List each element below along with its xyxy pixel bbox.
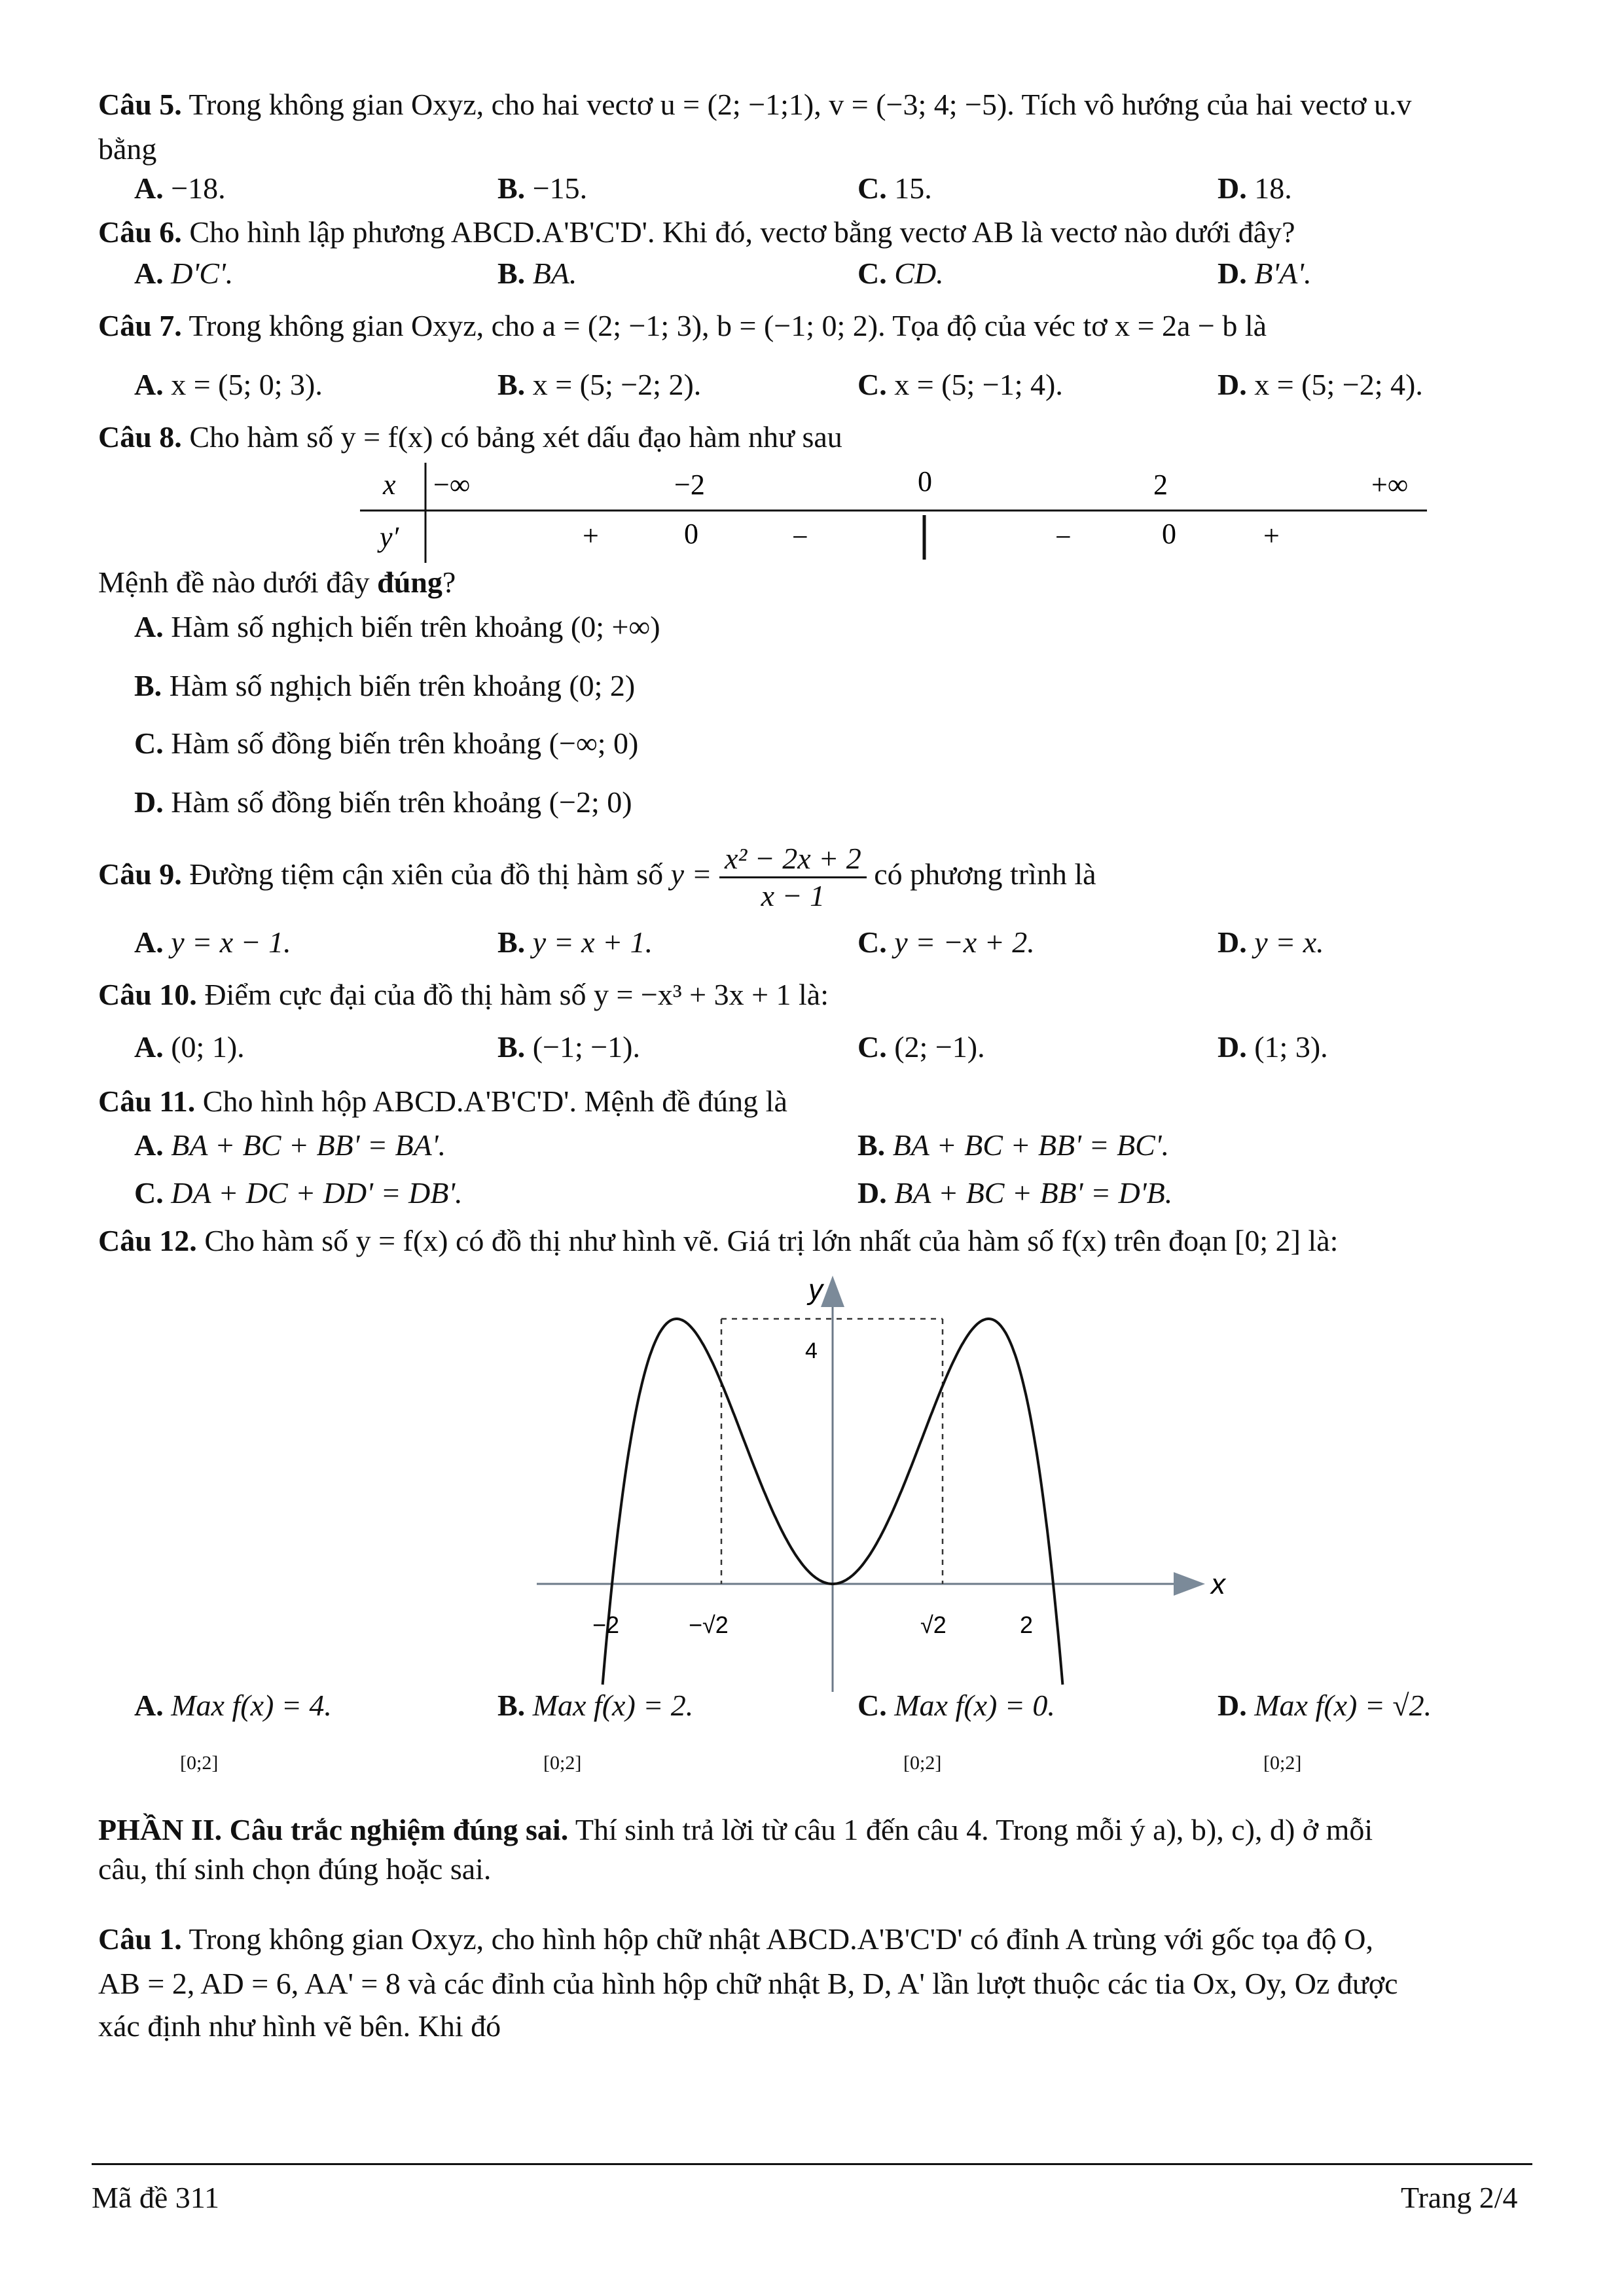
q6-line (98, 214, 1295, 251)
y-axis-label: y (808, 1274, 823, 1306)
q5-line2: bằng (98, 132, 157, 166)
q8-option-a: A. Hàm số nghịch biến trên khoảng (0; +∞) (134, 610, 660, 643)
p2q1-line3: xác định như hình vẽ bên. Khi đó (98, 2009, 501, 2043)
q5-option-b: B. −15. (497, 171, 588, 205)
sign-table-x-2: 2 (1153, 469, 1168, 501)
q8-option-b: B. Hàm số nghịch biến trên khoảng (0; 2) (134, 669, 636, 702)
sign-table-sign-4: + (1263, 520, 1280, 552)
q7-option-b: B. x = (5; −2; 2). (497, 368, 702, 401)
sign-table-x-0: 0 (918, 465, 932, 497)
sign-table-zero-2: 0 (1162, 518, 1176, 550)
q12-label: Câu 12. (98, 1224, 197, 1257)
function-graph (537, 1266, 1237, 1698)
q5-option-a: A. −18. (134, 171, 226, 205)
q11-text: Cho hình hộp ABCD.A'B'C'D'. Mệnh đề đúng là (202, 1085, 787, 1118)
q10-line (98, 977, 829, 1013)
q9-option-a: A. y = x − 1. (134, 925, 291, 959)
q8-prompt: Mệnh đề nào dưới đây đúng? (98, 565, 456, 599)
x-tick-2: 2 (1020, 1611, 1034, 1638)
q9-text-pre: Đường tiệm cận xiên của đồ thị hàm số (189, 857, 664, 891)
footer-divider (92, 2163, 1532, 2165)
q8-label: Câu 8. (98, 420, 182, 454)
q11-label: Câu 11. (98, 1085, 196, 1118)
x-tick-root2: √2 (920, 1611, 947, 1638)
q9-func-lhs: y = (670, 857, 712, 891)
q12-line (98, 1223, 1338, 1259)
q10-text: Điểm cực đại của đồ thị hàm số y = −x³ + 3x + 1 là: (204, 978, 829, 1011)
sign-table-x-neg-inf: −∞ (433, 469, 471, 501)
q5-option-c: C. 15. (857, 171, 932, 205)
q10-label: Câu 10. (98, 978, 197, 1011)
p2q1-line2: AB = 2, AD = 6, AA' = 8 và các đỉnh của hình hộp chữ nhật B, D, A' lần lượt thuộc các tia Ox, Oy, Oz được (98, 1967, 1398, 2000)
q9-denominator: x − 1 (761, 879, 825, 912)
q7-option-d: D. x = (5; −2; 4). (1218, 368, 1423, 401)
part2-heading-line (98, 1812, 1373, 1848)
x-axis-label: x (1211, 1568, 1225, 1600)
q5-text: Trong không gian Oxyz, cho hai vectơ u = (2; −1;1), v = (−3; 4; −5). Tích vô hướng của hai vectơ u.v (189, 88, 1412, 121)
part2-heading: PHẦN II. Câu trắc nghiệm đúng sai. (98, 1813, 569, 1846)
q5-line1 (98, 86, 1411, 123)
q8-option-c: C. Hàm số đồng biến trên khoảng (−∞; 0) (134, 726, 639, 760)
q5-option-d: D. 18. (1218, 171, 1292, 205)
q9-label: Câu 9. (98, 857, 182, 891)
q10-option-c: C. (2; −1). (857, 1030, 985, 1064)
x-tick-minus-root2: −√2 (689, 1611, 729, 1638)
part2-instruction-1: Thí sinh trả lời từ câu 1 đến câu 4. Trong mỗi ý a), b), c), d) ở mỗi (575, 1813, 1373, 1846)
footer-exam-code: Mã đề 311 (92, 2181, 220, 2214)
q10-option-d: D. (1; 3). (1218, 1030, 1328, 1064)
q12-text: Cho hàm số y = f(x) có đồ thị như hình vẽ. Giá trị lớn nhất của hàm số f(x) trên đoạn [0; 2] là: (204, 1224, 1339, 1257)
q12-option-c: C. Max f(x) = 0. [0;2] (857, 1689, 1055, 1774)
q11-option-b: B. BA + BC + BB' = BC'. (857, 1128, 1170, 1162)
q7-label: Câu 7. (98, 309, 182, 342)
q6-option-d: D. B'A'. (1218, 257, 1312, 290)
sign-table-zero-1: 0 (684, 518, 698, 550)
q12-option-b: B. Max f(x) = 2. [0;2] (497, 1689, 694, 1774)
q9-option-d: D. y = x. (1218, 925, 1324, 959)
sign-table-sign-2: − (792, 521, 808, 553)
q5-label: Câu 5. (98, 88, 182, 121)
p2q1-label: Câu 1. (98, 1922, 182, 1956)
q11-option-c: C. DA + DC + DD' = DB'. (134, 1176, 463, 1210)
part2-instruction-2: câu, thí sinh chọn đúng hoặc sai. (98, 1852, 492, 1886)
sign-table-x-minus2: −2 (674, 469, 705, 501)
q11-option-a: A. BA + BC + BB' = BA'. (134, 1128, 446, 1162)
q9-text-post: có phương trình là (874, 857, 1096, 891)
q12-option-a: A. Max f(x) = 4. [0;2] (134, 1689, 332, 1774)
q10-option-a: A. (0; 1). (134, 1030, 245, 1064)
q7-option-a: A. x = (5; 0; 3). (134, 368, 323, 401)
q7-text: Trong không gian Oxyz, cho a = (2; −1; 3), b = (−1; 0; 2). Tọa độ của véc tơ x = 2a − b là (189, 309, 1267, 342)
q9-option-c: C. y = −x + 2. (857, 925, 1035, 959)
q7-option-c: C. x = (5; −1; 4). (857, 368, 1063, 401)
q7-line (98, 308, 1267, 344)
sign-table-x-label: x (383, 469, 396, 501)
q10-option-b: B. (−1; −1). (497, 1030, 640, 1064)
q6-option-a: A. D'C'. (134, 257, 234, 290)
q6-option-c: C. CD. (857, 257, 944, 290)
q6-option-b: B. BA. (497, 257, 577, 290)
q9-option-b: B. y = x + 1. (497, 925, 653, 959)
q11-line (98, 1083, 787, 1120)
sign-table (360, 461, 1434, 573)
q11-option-d: D. BA + BC + BB' = D'B. (857, 1176, 1173, 1210)
q6-text: Cho hình lập phương ABCD.A'B'C'D'. Khi đó, vectơ bằng vectơ AB là vectơ nào dưới đây? (189, 215, 1295, 249)
q9-line (98, 841, 1096, 914)
q6-label: Câu 6. (98, 215, 182, 249)
q8-line (98, 419, 842, 456)
x-tick-minus2: −2 (592, 1611, 620, 1638)
p2q1-line1: Câu 1. Trong không gian Oxyz, cho hình hộp chữ nhật ABCD.A'B'C'D' có đỉnh A trùng với gốc tọa độ O, (98, 1922, 1373, 1956)
sign-table-sign-1: + (583, 520, 599, 552)
sign-table-x-pos-inf: +∞ (1371, 469, 1409, 501)
sign-table-y-label: y′ (380, 521, 399, 553)
q9-fraction (719, 841, 867, 914)
sign-table-sign-3: − (1055, 521, 1072, 553)
q8-option-d: D. Hàm số đồng biến trên khoảng (−2; 0) (134, 785, 632, 819)
y-tick-4: 4 (805, 1338, 818, 1363)
q8-text: Cho hàm số y = f(x) có bảng xét dấu đạo hàm như sau (189, 420, 842, 454)
footer-page-number: Trang 2/4 (1401, 2181, 1518, 2214)
q12-option-d: D. Max f(x) = √2. [0;2] (1218, 1689, 1432, 1774)
q9-numerator: x² − 2x + 2 (719, 841, 867, 878)
